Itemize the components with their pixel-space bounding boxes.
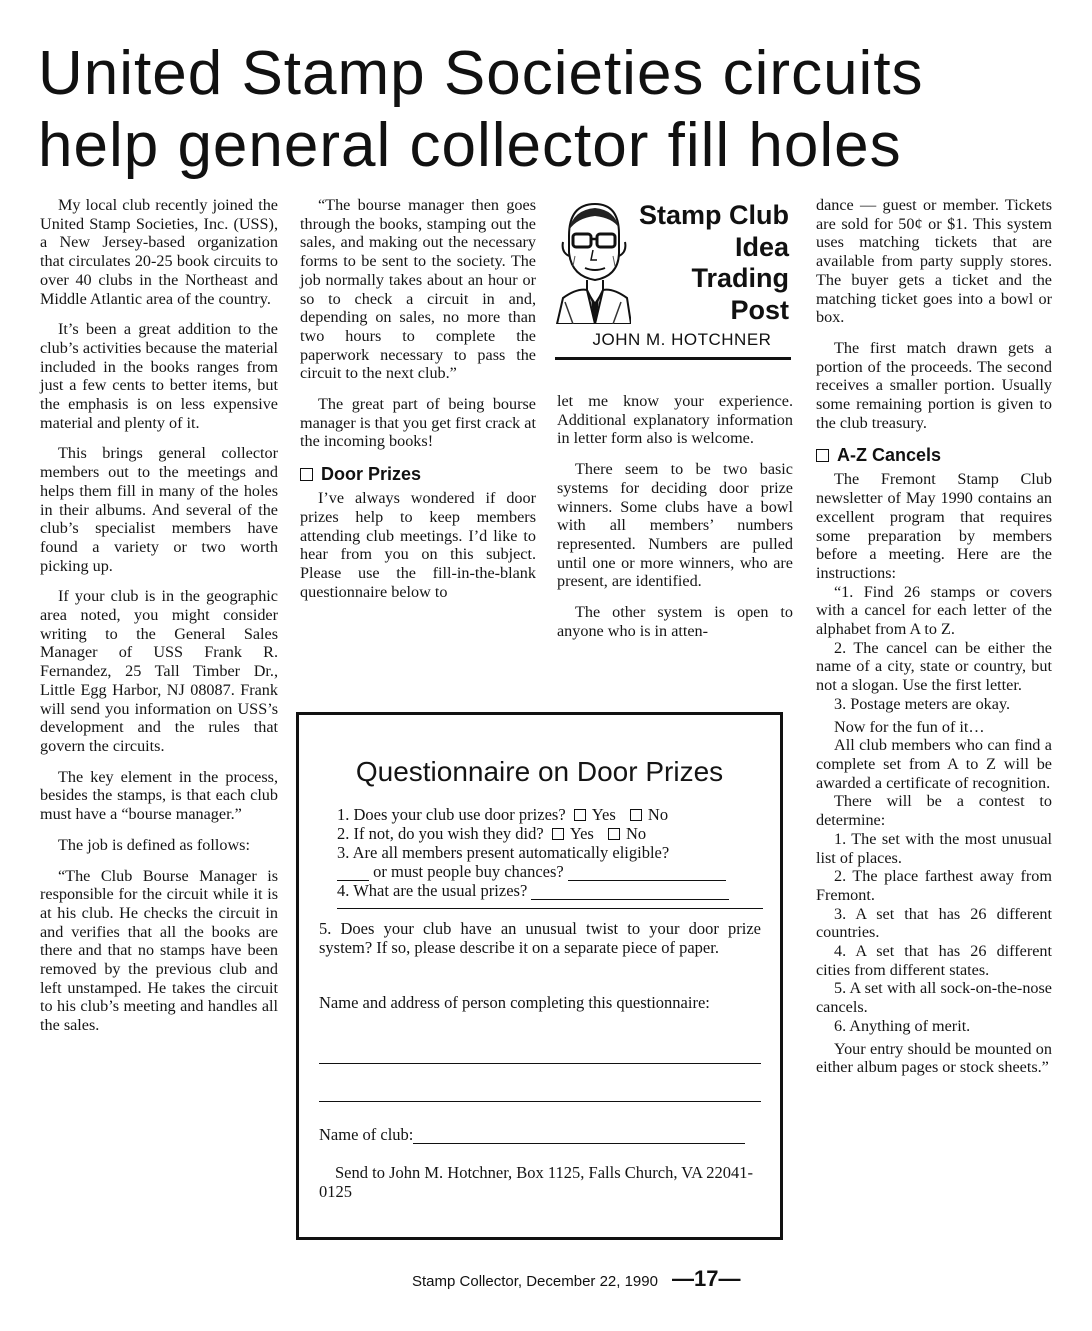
club-name-label: Name of club: (319, 1125, 414, 1144)
footer-publication: Stamp Collector, December 22, 1990 (412, 1273, 658, 1290)
col4-paragraph: 2. The cancel can be either the name of a city, state or country, but not a slogan. Use the first letter. (816, 638, 1052, 695)
question-3b (337, 862, 763, 881)
column-1 (40, 196, 278, 1047)
col4-paragraph: “1. Find 26 stamps or covers with a cancel for each letter of the alphabet from A to Z. (816, 582, 1052, 639)
answer-line[interactable] (337, 908, 763, 909)
list-item: 3. A set that has 26 different countries. (816, 904, 1052, 942)
column-logo-title (639, 200, 789, 326)
answer-blank[interactable] (568, 865, 726, 881)
page-number: —17— (671, 1266, 741, 1291)
col1-paragraph: This brings general collector members out to the meetings and helps them fill in many of the holes in their albums. And several of the club’s specialist members have found a variety or two worth picking up. (40, 444, 278, 575)
door-prizes-heading-text: Door Prizes (321, 464, 422, 485)
questionnaire-title: Questionnaire on Door Prizes (355, 756, 724, 787)
col4-paragraph: 3. Postage meters are okay. (834, 694, 1011, 713)
col1-paragraph: The key element in the process, besides the stamps, is that each club must have a “bourse manager.” (40, 767, 278, 824)
page-footer (412, 1266, 740, 1292)
question-1-text: 1. Does your club use door prizes? (337, 805, 566, 824)
headline-line-2: help general collector fill holes (38, 111, 902, 180)
answer-blank[interactable] (337, 865, 369, 881)
logo-divider (555, 357, 791, 360)
checkbox-bullet-icon (300, 468, 313, 481)
col3-paragraph: The other system is open to anyone who is in atten- (557, 603, 793, 640)
col4-paragraph: Your entry should be mounted on either album pages or stock sheets.” (816, 1039, 1052, 1077)
list-item: 6. Anything of merit. (834, 1016, 971, 1035)
logo-title-line: Trading (691, 263, 789, 293)
logo-title-line: Stamp Club (638, 200, 789, 230)
col1-paragraph: “The Club Bourse Manager is responsible for the circuit while it is at his club. He checks the circuit in and verifies that all the books are there and that no stamps have been removed by the previous club and left unstamped. He takes the circuit to his club’s meeting and handles all the sales. (40, 866, 278, 1035)
club-name-line[interactable] (413, 1128, 745, 1144)
column-logo (555, 196, 791, 362)
name-address-line[interactable] (319, 1101, 761, 1102)
columnist-portrait-icon (555, 196, 631, 324)
checkbox-yes-2[interactable] (552, 828, 564, 840)
door-prizes-heading (300, 463, 536, 485)
col2-paragraph: The great part of being bourse manager is that you get first crack at the incoming books! (300, 395, 536, 451)
checkbox-bullet-icon (816, 449, 829, 462)
az-cancels-heading (816, 444, 1052, 466)
col1-paragraph: My local club recently joined the United Stamp Societies, Inc. (USS), a New Jersey-based organization that circulates 20-25 book circuits to over 40 clubs in the Northeast and Middle Atlantic area of the country. (40, 196, 278, 308)
question-2-text: 2. If not, do you wish they did? (337, 824, 544, 843)
headline (38, 38, 1068, 182)
question-3: 3. Are all members present automatically eligible? (337, 843, 670, 862)
az-cancels-heading-text: A-Z Cancels (837, 445, 942, 466)
question-2 (337, 824, 763, 843)
col3-paragraph: let me know your experience. Additional explanatory information in letter form also is welcome. (557, 392, 793, 448)
column-4 (816, 196, 1052, 1077)
questionnaire-box (296, 712, 783, 1240)
col4-paragraph: dance — guest or member. Tickets are sold for 50¢ or $1. This system uses matching tickets that are available from party supply stores. The buyer gets a ticket and the matching ticket goes into a bowl or box. (816, 196, 1052, 327)
col1-paragraph: The job is defined as follows: (58, 835, 250, 854)
col1-paragraph: If your club is in the geographic area noted, you might consider writing to the General Sales Manager of USS Frank R. Fernandez, 25 Tall Timber Dr., Little Egg Harbor, NJ 08087. Frank will send you information on USS’s development and the rules that govern the circuits. (40, 587, 278, 755)
col4-paragraph: The Fremont Stamp Club newsletter of May 1990 contains an excellent program that requires some preparation by members before a meeting. Here are the instructions: (816, 470, 1052, 582)
question-5: 5. Does your club have an unusual twist to your door prize system? If so, please describe it on a separate piece of paper. (319, 919, 761, 957)
name-address-line[interactable] (319, 1063, 761, 1064)
answer-blank[interactable] (531, 884, 729, 900)
question-4-text: 4. What are the usual prizes? (337, 881, 528, 900)
send-to-address: Send to John M. Hotchner, Box 1125, Falls Church, VA 22041-0125 (319, 1163, 753, 1201)
col4-paragraph: Now for the fun of it… (834, 717, 985, 736)
col2-paragraph: I’ve always wondered if door prizes help to keep members attending club meetings. I’d like to hear from you on this subject. Please use the fill-in-the-blank questionnaire below to (300, 489, 536, 601)
list-item: 5. A set with all sock-on-the-nose cancels. (816, 979, 1052, 1017)
checkbox-no-1[interactable] (630, 809, 642, 821)
headline-line-1: United Stamp Societies circuits (38, 39, 924, 108)
checkbox-yes-1[interactable] (574, 809, 586, 821)
logo-title-line: Idea (734, 231, 789, 262)
byline: JOHN M. HOTCHNER (592, 330, 772, 349)
no-label: No (625, 824, 647, 843)
questionnaire-questions (337, 805, 763, 909)
name-address-label: Name and address of person completing this questionnaire: (319, 993, 710, 1012)
list-item: 1. The set with the most unusual list of places. (816, 829, 1052, 867)
list-item: 4. A set that has 26 different cities from different states. (816, 942, 1052, 979)
list-item: 2. The place farthest away from Fremont. (816, 867, 1052, 904)
col2-paragraph: “The bourse manager then goes through the books, stamping out the sales, and making out the necessary forms to be sent to the society. The job normally takes about an hour or so to check a circuit in and, depending on sales, no more than two hours to complete the paperwork necessary to pass the circuit to the next club.” (300, 196, 536, 383)
col4-paragraph: All club members who can find a complete set from A to Z will be awarded a certificate of recognition. (816, 736, 1052, 792)
yes-label: Yes (569, 824, 594, 843)
no-label: No (647, 805, 669, 824)
col4-paragraph: There will be a contest to determine: (816, 792, 1052, 830)
club-name-field (319, 1125, 761, 1144)
column-2 (300, 196, 536, 613)
col1-paragraph: It’s been a great addition to the club’s activities because the material included in the books ranges from just a few cents to better items, but the emphasis is on less expensive material and plenty of it. (40, 320, 278, 432)
col4-paragraph: The first match drawn gets a portion of the proceeds. The second receives a smaller portion. Usually some remaining portion is given to the club treasury. (816, 338, 1052, 432)
checkbox-no-2[interactable] (608, 828, 620, 840)
logo-title-line: Post (730, 294, 789, 325)
yes-label: Yes (591, 805, 616, 824)
col3-paragraph: There seem to be two basic systems for deciding door prize winners. Some clubs have a bowl with all members’ numbers represented. Numbers are pulled until one or more winners, who are present, are identified. (557, 460, 793, 591)
question-4 (337, 881, 763, 900)
column-3 (557, 392, 793, 652)
question-1 (337, 805, 763, 824)
question-3b-text: or must people buy chances? (373, 862, 564, 881)
